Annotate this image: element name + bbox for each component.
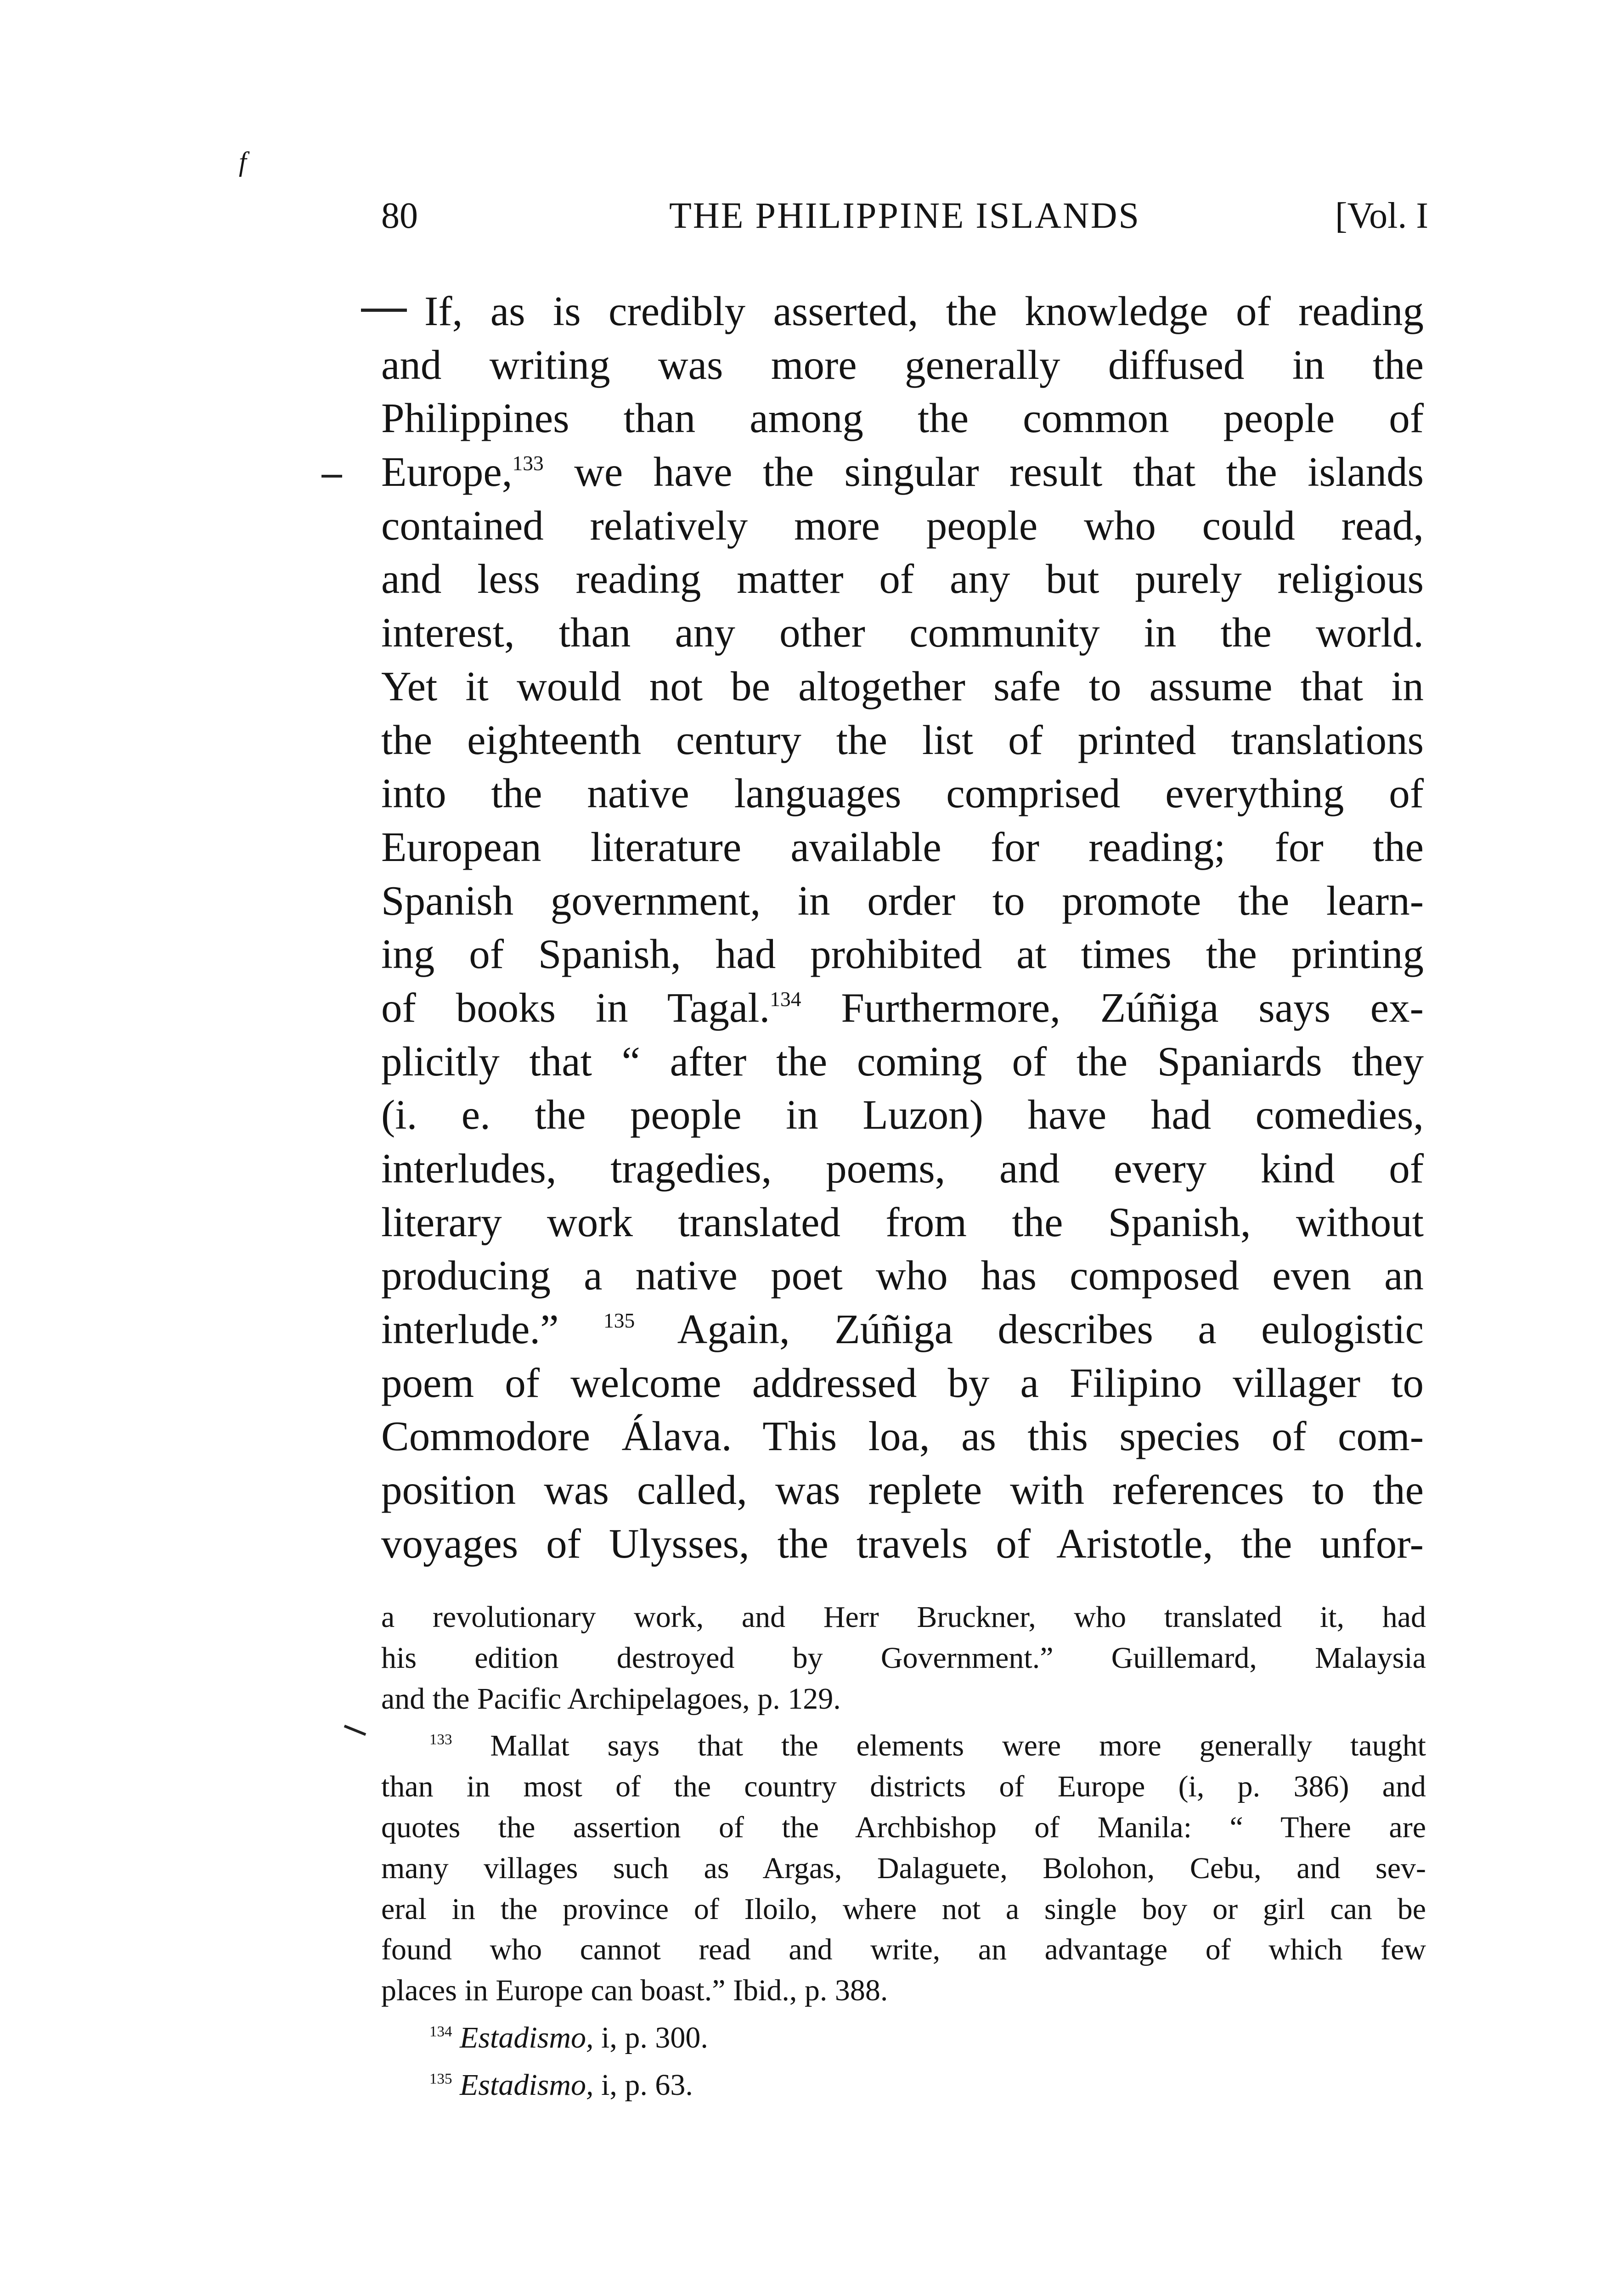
footnote-line	[381, 2065, 1426, 2106]
text-line	[381, 1303, 1424, 1356]
text-line: interludes, tragedies, poems, and every kind of	[381, 1145, 1424, 1192]
footnote-line: than in most of the country districts of Europe (i, p. 386) and	[381, 1770, 1426, 1804]
footnote-line	[381, 1726, 1426, 1767]
text-line	[381, 981, 1424, 1035]
text-line: (i. e. the people in Luzon) have had comedies,	[381, 1092, 1424, 1138]
volume-label: [Vol. I	[1335, 196, 1428, 236]
footnote-number: 133	[429, 1731, 452, 1748]
text-line: If, as is credibly asserted, the knowledge of reading	[424, 288, 1424, 334]
stray-ink-mark: f	[239, 146, 247, 177]
text-line: literary work translated from the Spanish, without	[381, 1199, 1424, 1245]
footnote-line: a revolutionary work, and Herr Bruckner, who translated it, had	[381, 1600, 1426, 1634]
footnote-text: Mallat says that the elements were more generally taught	[490, 1729, 1426, 1763]
footnote-line: found who cannot read and write, an advantage of which few	[381, 1933, 1426, 1967]
text-line: Philippines than among the common people of	[381, 395, 1424, 442]
text-line: European literature available for reading; for the	[381, 823, 1424, 870]
footnote-number: 134	[429, 2023, 452, 2040]
page-number: 80	[381, 196, 418, 236]
footnote-text: i, p. 63.	[593, 2068, 693, 2102]
text-line: Commodore Álava. This loa, as this species of com-	[381, 1413, 1424, 1460]
footnote-reference: 134	[770, 987, 801, 1011]
footnote-reference: 133	[512, 451, 544, 475]
text-line: voyages of Ulysses, the travels of Aristotle, the unfor-	[381, 1520, 1424, 1567]
footnotes	[381, 1597, 1426, 2106]
footnote-line: eral in the province of Iloilo, where not a single boy or girl can be	[381, 1892, 1426, 1926]
text-line: contained relatively more people who could read,	[381, 502, 1424, 549]
work-title: Estadismo,	[460, 2020, 594, 2054]
footnote-135	[381, 2065, 1426, 2106]
text-line: plicitly that “ after the coming of the Spaniards they	[381, 1038, 1424, 1085]
running-head	[381, 195, 1428, 246]
line-text: we have the singular result that the islands	[543, 449, 1424, 495]
text-line: ing of Spanish, had prohibited at times the printing	[381, 931, 1424, 978]
text-line: the eighteenth century the list of printed translations	[381, 716, 1424, 763]
text-line: into the native languages comprised everything of	[381, 770, 1424, 817]
line-text: Again, Zúñiga describes a eulogistic	[635, 1306, 1424, 1353]
footnote-line: many villages such as Argas, Dalaguete, Bolohon, Cebu, and sev-	[381, 1851, 1426, 1885]
body-paragraph	[381, 285, 1424, 1571]
text-line: poem of welcome addressed by a Filipino villager to	[381, 1359, 1424, 1406]
footnote-continued	[381, 1597, 1426, 1719]
text-line: Yet it would not be altogether safe to assume that in	[381, 663, 1424, 709]
text-line	[381, 445, 1424, 499]
text-line: Spanish government, in order to promote the learn-	[381, 877, 1424, 924]
footnote-reference: 135	[603, 1308, 635, 1332]
margin-dash-mark	[344, 1725, 366, 1736]
footnote-text: i, p. 300.	[593, 2020, 708, 2054]
footnote-134	[381, 2018, 1426, 2059]
text-line: and writing was more generally diffused in the	[381, 341, 1424, 388]
line-text: Furthermore, Zúñiga says ex-	[801, 984, 1424, 1031]
running-title: THE PHILIPPINE ISLANDS	[669, 196, 1140, 236]
text-line: and less reading matter of any but purely religious	[381, 556, 1424, 602]
footnote-line	[381, 2018, 1426, 2059]
footnote-line: places in Europe can boast.” Ibid., p. 388.	[381, 1974, 888, 2008]
text-line: interest, than any other community in the world.	[381, 609, 1424, 656]
footnote-line: and the Pacific Archipelagoes, p. 129.	[381, 1682, 841, 1716]
footnote-line: his edition destroyed by Government.” Guillemard, Malaysia	[381, 1641, 1426, 1675]
footnote-line: quotes the assertion of the Archbishop of Manila: “ There are	[381, 1810, 1426, 1844]
line-text: Europe,	[381, 449, 513, 495]
margin-dash-mark	[321, 475, 342, 478]
line-text: of books in Tagal.	[381, 984, 770, 1031]
footnote-number: 135	[429, 2071, 452, 2088]
text-line: producing a native poet who has composed even an	[381, 1252, 1424, 1299]
work-title: Estadismo,	[460, 2068, 594, 2102]
text-line: position was called, was replete with references to the	[381, 1467, 1424, 1514]
line-text: interlude.”	[381, 1306, 603, 1353]
footnote-133	[381, 1726, 1426, 2011]
